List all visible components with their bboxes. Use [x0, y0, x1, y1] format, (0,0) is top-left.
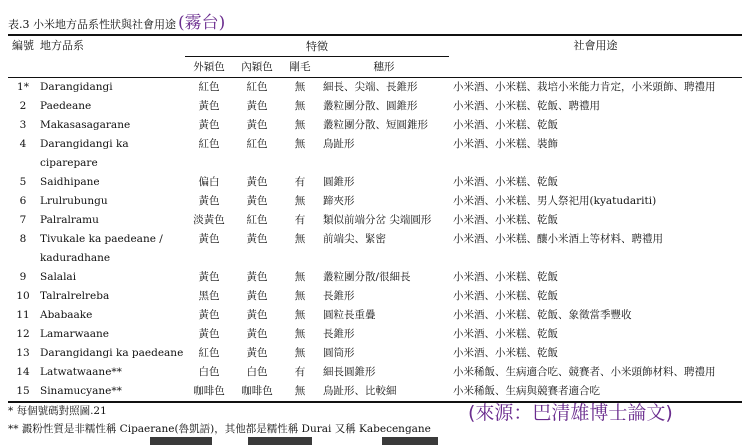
cell-name: Salalai: [40, 271, 77, 283]
cell-no: 7: [19, 214, 27, 226]
cell-panicle: 蹄夾形: [323, 195, 355, 207]
cell-awn: 有: [294, 366, 306, 378]
cell-uses: 小米酒、小米糕、栽培小米能力肯定，小米頭飾、聘禮用: [453, 81, 716, 93]
cell-panicle: 長錐形: [323, 328, 355, 340]
table-row: [8, 135, 742, 173]
cell-no: 8: [19, 233, 27, 245]
caption-label: 表.3 小米地方品系性狀與社會用途: [8, 18, 176, 31]
cell-awn: 無: [281, 382, 319, 402]
cell-panicle: 圓筒形: [323, 347, 355, 359]
photo-strip-center: [248, 437, 312, 445]
table-row: [8, 268, 742, 287]
cell-no: 14: [16, 366, 30, 378]
cell-uses: 小米酒、小米糕、男人祭祀用(kyatudariti): [453, 195, 657, 207]
cell-uses: 小米酒、小米糕、乾飯、象徵當季豐收: [453, 309, 632, 321]
header-features: 特徵: [185, 35, 449, 57]
table-caption: [8, 8, 226, 33]
cell-name: Sinamucyane**: [38, 382, 185, 402]
cell-name: Tivukale ka paedeane / kaduradhane: [40, 233, 163, 264]
cell-awn: 無: [294, 290, 306, 302]
cell-awn: 無: [294, 138, 306, 150]
cell-panicle: 細長、尖端、長錐形: [323, 81, 418, 93]
table-row: [8, 230, 742, 268]
header-uses: 社會用途: [449, 35, 742, 78]
cell-awn: 無: [294, 81, 306, 93]
cell-awn: 有: [294, 176, 306, 188]
cell-uses: 小米酒、小米糕、釀小米酒上等材料、聘禮用: [453, 233, 663, 245]
cell-awn: 無: [294, 271, 306, 283]
cell-uses: 小米酒、小米糕、乾飯: [453, 271, 558, 283]
cell-uses: 小米酒、小米糕、裝飾: [453, 138, 558, 150]
cell-outer: 紅色: [198, 81, 220, 93]
cell-uses: 小米酒、小米糕、乾飯: [453, 347, 558, 359]
photo-strip-left: [150, 437, 212, 445]
cell-name: Lrulrubungu: [40, 195, 108, 207]
cell-outer: 黃色: [198, 271, 220, 283]
cell-panicle: 叢粒團分散、圓錐形: [323, 100, 418, 112]
cell-uses: 小米酒、小米糕、乾飯: [453, 290, 558, 302]
cell-uses: 小米酒、小米糕、乾飯、聘禮用: [453, 100, 600, 112]
cell-outer: 偏白: [198, 176, 220, 188]
millet-varieties-table: [8, 34, 742, 403]
cell-no: 5: [19, 176, 27, 188]
cell-no: 10: [16, 290, 30, 302]
cell-awn: 無: [294, 100, 306, 112]
cell-name: Paedeane: [40, 100, 92, 112]
cell-inner: 黃色: [246, 100, 268, 112]
cell-awn: 無: [294, 233, 306, 245]
cell-uses: 小米稀飯、生病與競賽者適合吃: [449, 382, 742, 402]
cell-no: 4: [19, 138, 27, 150]
table-row: [8, 173, 742, 192]
cell-name: Saidhipane: [40, 176, 100, 188]
cell-panicle: 圓粒長重疊: [323, 309, 376, 321]
cell-outer: 咖啡色: [185, 382, 233, 402]
cell-outer: 淡黃色: [193, 214, 225, 226]
cell-panicle: 細長圓錐形: [323, 366, 376, 378]
table-row: [8, 344, 742, 363]
cell-inner: 紅色: [246, 81, 268, 93]
table-row: [8, 363, 742, 382]
cell-panicle: 類似前端分岔 尖端圓形: [323, 214, 432, 226]
cell-name: Darangidangi ka ciparepare: [40, 138, 129, 169]
cell-name: Lamarwaane: [40, 328, 109, 340]
cell-outer: 黑色: [198, 290, 220, 302]
cell-inner: 咖啡色: [233, 382, 281, 402]
cell-inner: 紅色: [246, 214, 268, 226]
header-inner-color: 內穎色: [233, 57, 281, 78]
cell-outer: 黃色: [198, 119, 220, 131]
cell-name: Latwatwaane**: [40, 366, 122, 378]
cell-no: 2: [19, 100, 27, 112]
cell-name: Talralrelreba: [40, 290, 110, 302]
cell-awn: 無: [294, 328, 306, 340]
cell-panicle: 叢粒團分散、短圓錐形: [323, 119, 428, 131]
cell-inner: 黃色: [246, 176, 268, 188]
cell-no: 12: [16, 328, 30, 340]
cell-panicle: 叢粒團分散/很細長: [323, 271, 411, 283]
cell-no: 9: [19, 271, 27, 283]
source-attribution: (來源：巴清雄博士論文): [468, 402, 673, 424]
cell-no: 11: [16, 309, 30, 321]
cell-outer: 黃色: [198, 328, 220, 340]
header-no: 編號: [8, 35, 38, 78]
cell-no: 6: [19, 195, 27, 207]
note-1: * 每個號碼對照圖.21: [8, 405, 107, 417]
cell-uses: 小米酒、小米糕、乾飯: [453, 119, 558, 131]
cell-outer: 白色: [198, 366, 220, 378]
header-panicle: 穗形: [319, 57, 449, 78]
cell-awn: 無: [294, 119, 306, 131]
cell-name: Palralramu: [40, 214, 99, 226]
cell-awn: 無: [294, 347, 306, 359]
cell-panicle: 鳥趾形、比較細: [319, 382, 449, 402]
table-row: [8, 78, 742, 98]
cell-outer: 紅色: [198, 138, 220, 150]
cell-inner: 黃色: [246, 119, 268, 131]
cell-awn: 無: [294, 195, 306, 207]
cell-inner: 黃色: [246, 290, 268, 302]
cell-outer: 黃色: [198, 100, 220, 112]
cell-panicle: 前端尖、緊密: [323, 233, 386, 245]
photo-strip-right: [382, 437, 438, 445]
cell-inner: 黃色: [246, 233, 268, 245]
table-row: [8, 325, 742, 344]
cell-no: 15: [8, 382, 38, 402]
header-awn: 剛毛: [281, 57, 319, 78]
cell-panicle: 長錐形: [323, 290, 355, 302]
cell-inner: 白色: [246, 366, 268, 378]
cell-uses: 小米酒、小米糕、乾飯: [453, 328, 558, 340]
cell-outer: 黃色: [198, 309, 220, 321]
cell-outer: 黃色: [198, 195, 220, 207]
cell-uses: 小米酒、小米糕、乾飯: [453, 214, 558, 226]
table-notes: [8, 402, 431, 438]
table-row: [8, 192, 742, 211]
table-row: [8, 211, 742, 230]
cell-name: Darangidangi: [40, 81, 113, 93]
cell-no: 3: [19, 119, 27, 131]
cell-inner: 黃色: [246, 195, 268, 207]
cell-awn: 無: [294, 309, 306, 321]
table-row: [8, 116, 742, 135]
cell-inner: 黃色: [246, 309, 268, 321]
cell-panicle: 鳥趾形: [323, 138, 355, 150]
cell-inner: 黃色: [246, 328, 268, 340]
cell-no: 13: [16, 347, 30, 359]
table-row: [8, 97, 742, 116]
cell-uses: 小米酒、小米糕、乾飯: [453, 176, 558, 188]
cell-inner: 黃色: [246, 271, 268, 283]
note-2: ** 澱粉性質是非糯性稱 Cipaerane(魯凱語)，其他都是糯性稱 Durai 又稱 Kabecengane: [8, 423, 431, 435]
table-row: [8, 306, 742, 325]
cell-name: Ababaake: [40, 309, 93, 321]
cell-name: Darangidangi ka paedeane: [40, 347, 184, 359]
cell-awn: 有: [294, 214, 306, 226]
cell-inner: 紅色: [246, 138, 268, 150]
cell-uses: 小米稀飯、生病適合吃、競賽者、小米頭飾材料、聘禮用: [453, 366, 716, 378]
cell-no: 1*: [17, 81, 29, 93]
cell-inner: 黃色: [246, 347, 268, 359]
caption-region: (霧台): [178, 13, 226, 33]
cell-outer: 黃色: [198, 233, 220, 245]
cell-outer: 紅色: [198, 347, 220, 359]
cell-panicle: 圓錐形: [323, 176, 355, 188]
table-row: [8, 287, 742, 306]
cell-name: Makasasagarane: [40, 119, 131, 131]
header-outer-color: 外穎色: [185, 57, 233, 78]
header-name: 地方品系: [38, 35, 185, 78]
